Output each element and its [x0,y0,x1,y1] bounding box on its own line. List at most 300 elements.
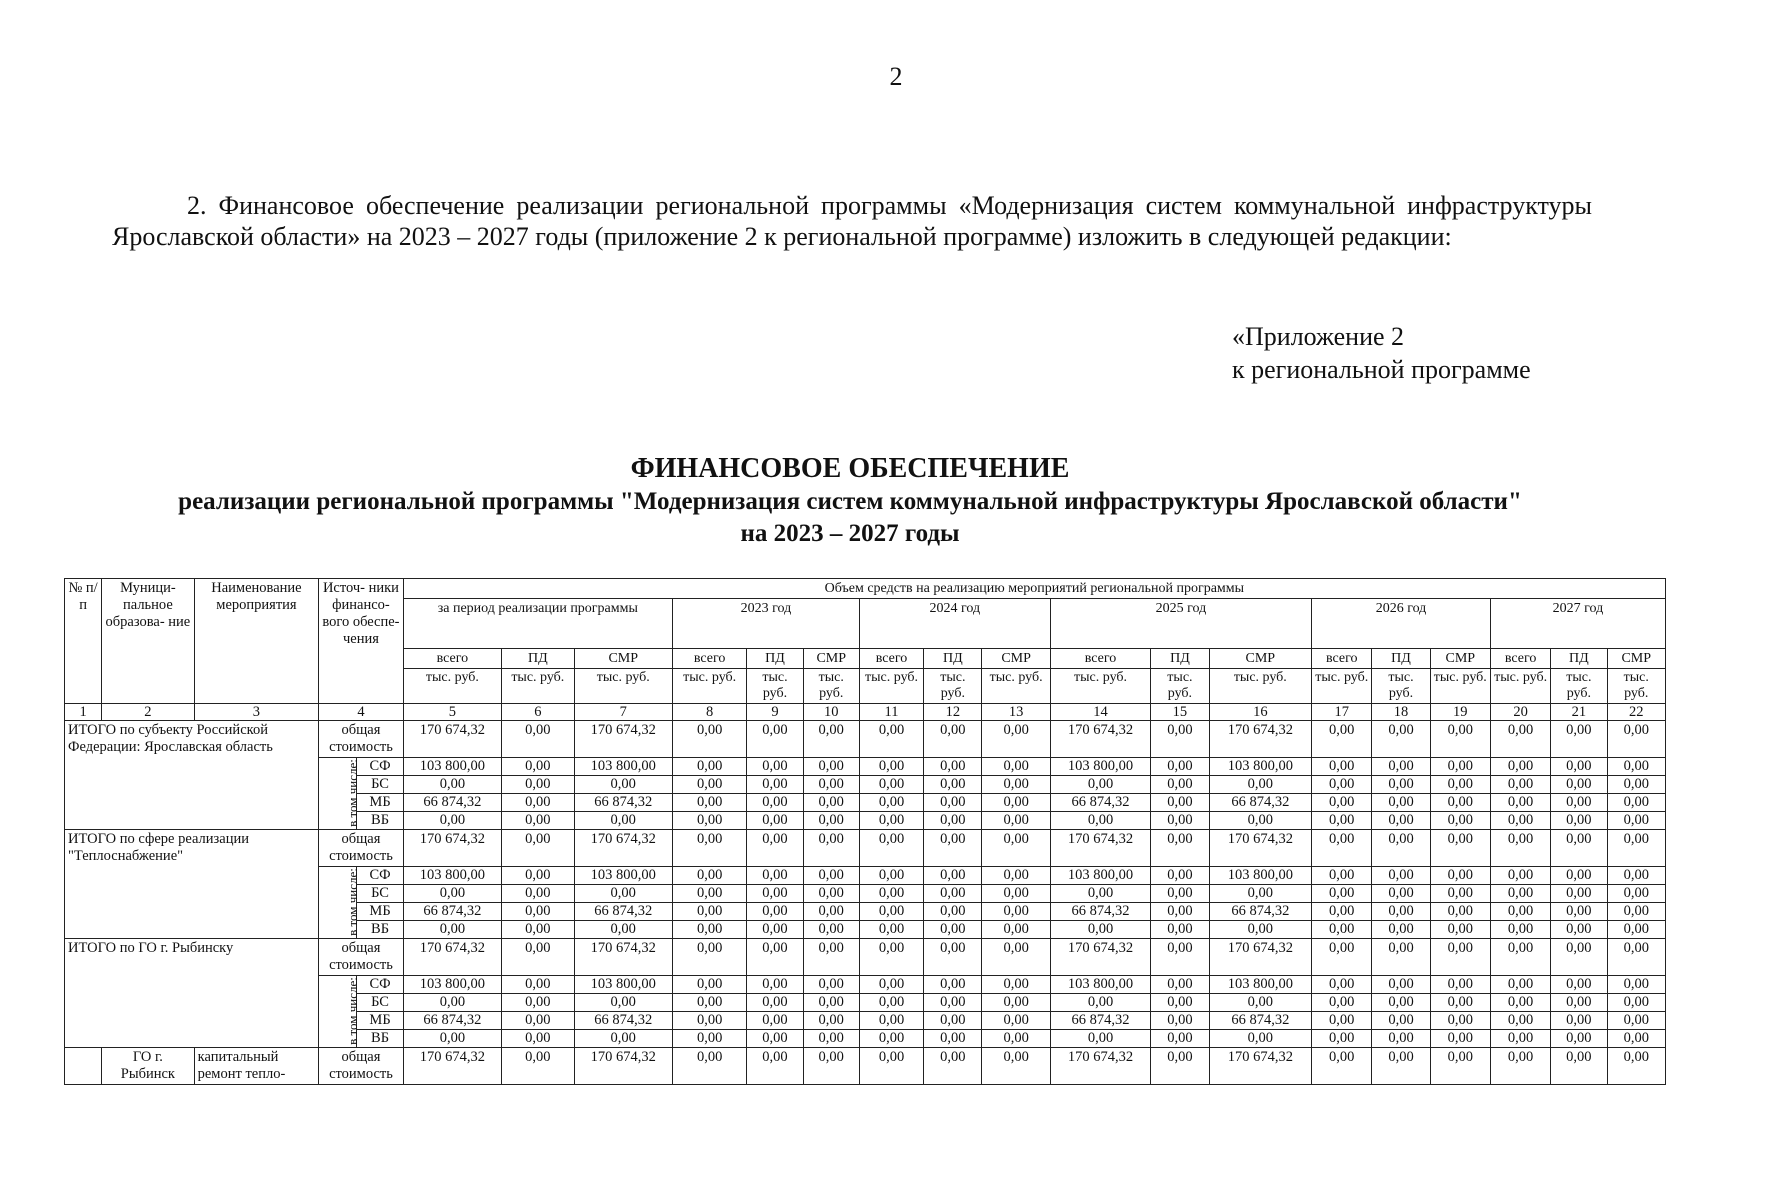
appendix-note [1232,320,1531,386]
group-label: ИТОГО по сфере реализации "Теплоснабжение" [65,830,319,939]
value-cell: 0,00 [403,776,501,794]
value-cell: 0,00 [1607,812,1666,830]
value-cell: 0,00 [1490,903,1550,921]
value-cell: 0,00 [1430,867,1490,885]
value-cell: 0,00 [803,939,859,976]
value-cell: 0,00 [672,1030,746,1048]
value-cell: 0,00 [859,1048,923,1085]
column-index-row [65,704,1666,721]
header-unit: тыс. руб. [1607,669,1666,704]
value-cell: 0,00 [924,1012,982,1030]
table-row [65,939,1666,976]
value-cell: 0,00 [1050,921,1150,939]
value-cell: 0,00 [803,1012,859,1030]
value-cell: 170 674,32 [1209,939,1312,976]
value-cell: 170 674,32 [403,721,501,758]
value-cell: 0,00 [924,1048,982,1085]
value-cell: 0,00 [982,939,1050,976]
value-cell: 0,00 [1372,776,1430,794]
source-label: общая стоимость [319,721,403,758]
in-total-text: в том числе: [345,759,361,827]
column-index: 5 [403,704,501,721]
value-cell: 0,00 [1490,994,1550,1012]
header-sub-pd: ПД [502,649,574,669]
value-cell: 0,00 [1372,867,1430,885]
row-num [65,1048,102,1085]
value-cell: 103 800,00 [403,758,501,776]
value-cell: 0,00 [747,867,803,885]
value-cell: 0,00 [1607,758,1666,776]
column-index: 21 [1551,704,1607,721]
value-cell: 0,00 [1209,1030,1312,1048]
value-cell: 0,00 [1151,812,1209,830]
header-sub-total: всего [1312,649,1372,669]
value-cell: 0,00 [803,976,859,994]
header-sub-total: всего [1490,649,1550,669]
value-cell: 0,00 [502,830,574,867]
value-cell: 0,00 [1430,812,1490,830]
table-body [65,579,1666,1085]
value-cell: 0,00 [672,812,746,830]
value-cell: 0,00 [924,812,982,830]
value-cell: 0,00 [1151,885,1209,903]
value-cell: 0,00 [574,994,672,1012]
value-cell: 0,00 [859,794,923,812]
value-cell: 0,00 [747,976,803,994]
header-sub-pd: ПД [747,649,803,669]
value-cell: 0,00 [403,812,501,830]
value-cell: 0,00 [924,976,982,994]
value-cell: 0,00 [1372,794,1430,812]
appendix-line-1: «Приложение 2 [1232,322,1405,351]
value-cell: 0,00 [747,994,803,1012]
value-cell: 0,00 [1312,867,1372,885]
header-unit: тыс. руб. [574,669,672,704]
value-cell: 0,00 [672,1012,746,1030]
value-cell: 0,00 [1490,1012,1550,1030]
value-cell: 0,00 [502,1048,574,1085]
column-index: 14 [1050,704,1150,721]
header-unit: тыс. руб. [403,669,501,704]
value-cell: 0,00 [924,867,982,885]
value-cell: 0,00 [1372,721,1430,758]
value-cell: 0,00 [982,1048,1050,1085]
table-row [65,1048,1666,1085]
value-cell: 0,00 [502,758,574,776]
value-cell: 0,00 [1551,939,1607,976]
value-cell: 0,00 [1551,721,1607,758]
intro-text: 2. Финансовое обеспечение реализации региональной программы «Модернизация систем коммунальной инфраструктуры Ярославской области» на 2023 – 2027 годы (приложение 2 к региональной программе) изложить в следующей редакции: [112,191,1592,251]
value-cell: 0,00 [924,794,982,812]
value-cell: 0,00 [924,830,982,867]
value-cell: 0,00 [1372,1012,1430,1030]
value-cell: 0,00 [1312,812,1372,830]
header-period-total: за период реализации программы [403,599,672,649]
value-cell: 0,00 [1607,1030,1666,1048]
in-total-label [319,758,361,830]
value-cell: 0,00 [403,921,501,939]
header-year-2025: 2025 год [1050,599,1311,649]
value-cell: 0,00 [982,758,1050,776]
value-cell: 0,00 [1551,776,1607,794]
value-cell: 0,00 [1151,1048,1209,1085]
value-cell: 0,00 [672,1048,746,1085]
value-cell: 0,00 [1151,903,1209,921]
value-cell: 0,00 [1490,721,1550,758]
value-cell: 0,00 [859,867,923,885]
value-cell: 0,00 [1490,1048,1550,1085]
value-cell: 66 874,32 [1050,1012,1150,1030]
source-label: общая стоимость [319,830,403,867]
value-cell: 66 874,32 [574,903,672,921]
value-cell: 0,00 [502,903,574,921]
value-cell: 0,00 [1551,867,1607,885]
value-cell: 0,00 [1607,830,1666,867]
value-cell: 0,00 [1607,994,1666,1012]
value-cell: 0,00 [502,939,574,976]
column-index: 17 [1312,704,1372,721]
value-cell: 0,00 [574,885,672,903]
value-cell: 0,00 [1312,939,1372,976]
value-cell: 0,00 [1607,867,1666,885]
header-unit: тыс. руб. [1050,669,1150,704]
value-cell: 0,00 [982,1012,1050,1030]
value-cell: 0,00 [1430,776,1490,794]
value-cell: 0,00 [1430,885,1490,903]
column-index: 8 [672,704,746,721]
intro-paragraph [112,190,1592,252]
value-cell: 0,00 [747,939,803,976]
value-cell: 0,00 [1490,939,1550,976]
value-cell: 0,00 [982,867,1050,885]
column-index: 4 [319,704,403,721]
value-cell: 0,00 [982,794,1050,812]
value-cell: 0,00 [1209,885,1312,903]
value-cell: 0,00 [1490,758,1550,776]
source-label: СФ [357,758,403,776]
value-cell: 0,00 [1430,794,1490,812]
value-cell: 103 800,00 [1209,867,1312,885]
source-label: общая стоимость [319,1048,403,1085]
value-cell: 0,00 [672,776,746,794]
value-cell: 0,00 [982,812,1050,830]
header-year-2024: 2024 год [859,599,1050,649]
value-cell: 0,00 [859,921,923,939]
header-unit: тыс. руб. [803,669,859,704]
value-cell: 0,00 [1551,794,1607,812]
value-cell: 0,00 [803,830,859,867]
in-total-text: в том числе: [345,868,361,936]
value-cell: 0,00 [747,1048,803,1085]
value-cell: 0,00 [672,921,746,939]
value-cell: 170 674,32 [1209,830,1312,867]
value-cell: 0,00 [672,830,746,867]
value-cell: 66 874,32 [1050,794,1150,812]
header-measure: Наименование мероприятия [194,579,319,704]
header-sub-smr: СМР [1209,649,1312,669]
value-cell: 170 674,32 [574,721,672,758]
column-index: 2 [102,704,194,721]
column-index: 20 [1490,704,1550,721]
value-cell: 0,00 [1312,794,1372,812]
value-cell: 0,00 [982,885,1050,903]
value-cell: 0,00 [1607,1048,1666,1085]
value-cell: 0,00 [859,812,923,830]
value-cell: 0,00 [803,994,859,1012]
source-label: СФ [357,976,403,994]
value-cell: 0,00 [1050,1030,1150,1048]
value-cell: 0,00 [1050,776,1150,794]
value-cell: 0,00 [502,1012,574,1030]
value-cell: 0,00 [982,776,1050,794]
value-cell: 0,00 [1209,776,1312,794]
table-row [65,830,1666,867]
header-unit: тыс. руб. [982,669,1050,704]
source-label: ВБ [357,921,403,939]
value-cell: 0,00 [747,1030,803,1048]
value-cell: 170 674,32 [1050,939,1150,976]
header-sub-total: всего [403,649,501,669]
header-year-2023: 2023 год [672,599,859,649]
value-cell: 0,00 [1607,939,1666,976]
value-cell: 0,00 [1430,903,1490,921]
value-cell: 0,00 [1050,812,1150,830]
value-cell: 66 874,32 [1209,794,1312,812]
value-cell: 0,00 [1490,921,1550,939]
value-cell: 0,00 [574,776,672,794]
source-label: ВБ [357,812,403,830]
value-cell: 0,00 [502,867,574,885]
source-label: МБ [357,1012,403,1030]
value-cell: 0,00 [803,1048,859,1085]
value-cell: 0,00 [803,867,859,885]
value-cell: 0,00 [747,794,803,812]
column-index: 15 [1151,704,1209,721]
header-sub-total: всего [672,649,746,669]
value-cell: 0,00 [1551,812,1607,830]
value-cell: 0,00 [1551,903,1607,921]
value-cell: 0,00 [859,758,923,776]
column-index: 18 [1372,704,1430,721]
value-cell: 0,00 [747,903,803,921]
header-sub-smr: СМР [574,649,672,669]
column-index: 13 [982,704,1050,721]
value-cell: 0,00 [1607,721,1666,758]
column-index: 16 [1209,704,1312,721]
value-cell: 0,00 [859,1030,923,1048]
value-cell: 0,00 [747,812,803,830]
header-source: Источ- ники финансо- вого обеспе- чения [319,579,403,704]
value-cell: 0,00 [1372,830,1430,867]
value-cell: 0,00 [1312,758,1372,776]
value-cell: 0,00 [1312,721,1372,758]
value-cell: 170 674,32 [1050,830,1150,867]
header-sub-smr: СМР [982,649,1050,669]
value-cell: 0,00 [924,776,982,794]
value-cell: 0,00 [747,1012,803,1030]
value-cell: 170 674,32 [403,939,501,976]
column-index: 3 [194,704,319,721]
value-cell: 103 800,00 [1050,758,1150,776]
column-index: 19 [1430,704,1490,721]
value-cell: 0,00 [1151,867,1209,885]
value-cell: 0,00 [924,994,982,1012]
header-year-2026: 2026 год [1312,599,1491,649]
value-cell: 0,00 [1372,903,1430,921]
value-cell: 0,00 [803,776,859,794]
header-unit: тыс. руб. [1151,669,1209,704]
header-volume: Объем средств на реализацию мероприятий региональной программы [403,579,1665,599]
header-sub-smr: СМР [1430,649,1490,669]
row-measure: капитальный ремонт тепло- [194,1048,319,1085]
value-cell: 0,00 [574,812,672,830]
value-cell: 170 674,32 [403,830,501,867]
column-index: 9 [747,704,803,721]
value-cell: 0,00 [1151,1012,1209,1030]
value-cell: 0,00 [1551,758,1607,776]
value-cell: 0,00 [1151,758,1209,776]
value-cell: 0,00 [924,758,982,776]
header-unit: тыс. руб. [859,669,923,704]
header-sub-total: всего [859,649,923,669]
value-cell: 0,00 [672,758,746,776]
value-cell: 0,00 [1372,885,1430,903]
column-index: 6 [502,704,574,721]
value-cell: 0,00 [803,921,859,939]
value-cell: 0,00 [1607,921,1666,939]
value-cell: 0,00 [1430,758,1490,776]
in-total-label [319,867,361,939]
value-cell: 66 874,32 [1209,1012,1312,1030]
value-cell: 66 874,32 [1209,903,1312,921]
value-cell: 0,00 [1372,1048,1430,1085]
value-cell: 0,00 [1050,885,1150,903]
value-cell: 0,00 [859,830,923,867]
value-cell: 103 800,00 [1209,976,1312,994]
value-cell: 0,00 [982,976,1050,994]
column-index: 10 [803,704,859,721]
value-cell: 103 800,00 [1050,867,1150,885]
value-cell: 0,00 [982,994,1050,1012]
value-cell: 0,00 [1151,721,1209,758]
header-num: № п/п [65,579,102,704]
column-index: 11 [859,704,923,721]
value-cell: 0,00 [1372,812,1430,830]
value-cell: 0,00 [502,1030,574,1048]
source-label: ВБ [357,1030,403,1048]
header-sub-pd: ПД [1151,649,1209,669]
column-index: 1 [65,704,102,721]
value-cell: 0,00 [803,885,859,903]
value-cell: 0,00 [1607,903,1666,921]
value-cell: 0,00 [982,1030,1050,1048]
value-cell: 0,00 [859,976,923,994]
value-cell: 0,00 [1430,1048,1490,1085]
header-unit: тыс. руб. [1551,669,1607,704]
value-cell: 0,00 [747,830,803,867]
header-sub-pd: ПД [1551,649,1607,669]
value-cell: 0,00 [859,939,923,976]
value-cell: 0,00 [803,794,859,812]
title-line-3: на 2023 – 2027 годы [740,520,960,547]
value-cell: 0,00 [803,758,859,776]
value-cell: 0,00 [1312,903,1372,921]
header-sub-pd: ПД [1372,649,1430,669]
value-cell: 0,00 [672,794,746,812]
value-cell: 0,00 [672,721,746,758]
value-cell: 0,00 [1372,921,1430,939]
value-cell: 0,00 [1490,812,1550,830]
value-cell: 0,00 [1372,758,1430,776]
value-cell: 170 674,32 [1050,721,1150,758]
value-cell: 0,00 [1430,1012,1490,1030]
header-unit: тыс. руб. [1209,669,1312,704]
value-cell: 0,00 [1607,794,1666,812]
value-cell: 0,00 [982,721,1050,758]
header-unit: тыс. руб. [1430,669,1490,704]
value-cell: 0,00 [672,885,746,903]
value-cell: 0,00 [1151,1030,1209,1048]
value-cell: 66 874,32 [403,794,501,812]
value-cell: 0,00 [747,721,803,758]
value-cell: 0,00 [672,867,746,885]
value-cell: 66 874,32 [1050,903,1150,921]
value-cell: 0,00 [1312,1048,1372,1085]
value-cell: 170 674,32 [574,1048,672,1085]
value-cell: 103 800,00 [574,867,672,885]
value-cell: 0,00 [1551,976,1607,994]
value-cell: 170 674,32 [1209,1048,1312,1085]
value-cell: 0,00 [502,885,574,903]
row-municipality: ГО г. Рыбинск [102,1048,194,1085]
value-cell: 0,00 [803,1030,859,1048]
value-cell: 0,00 [1490,776,1550,794]
value-cell: 0,00 [1490,1030,1550,1048]
header-unit: тыс. руб. [1490,669,1550,704]
value-cell: 0,00 [924,939,982,976]
value-cell: 0,00 [1312,885,1372,903]
value-cell: 0,00 [747,776,803,794]
value-cell: 0,00 [574,1030,672,1048]
value-cell: 0,00 [924,921,982,939]
header-unit: тыс. руб. [502,669,574,704]
value-cell: 0,00 [672,976,746,994]
header-unit: тыс. руб. [747,669,803,704]
value-cell: 0,00 [1209,921,1312,939]
value-cell: 0,00 [1430,1030,1490,1048]
header-year-2027: 2027 год [1490,599,1665,649]
source-label: общая стоимость [319,939,403,976]
value-cell: 0,00 [924,721,982,758]
value-cell: 0,00 [1430,994,1490,1012]
value-cell: 0,00 [924,903,982,921]
value-cell: 170 674,32 [574,939,672,976]
value-cell: 0,00 [502,721,574,758]
document-title [60,452,1640,550]
value-cell: 0,00 [803,721,859,758]
value-cell: 0,00 [747,758,803,776]
value-cell: 0,00 [1151,830,1209,867]
value-cell: 0,00 [803,812,859,830]
value-cell: 0,00 [1607,885,1666,903]
column-index: 12 [924,704,982,721]
value-cell: 66 874,32 [574,794,672,812]
value-cell: 170 674,32 [1050,1048,1150,1085]
table-row [65,721,1666,758]
value-cell: 0,00 [502,921,574,939]
value-cell: 170 674,32 [1209,721,1312,758]
header-row-1 [65,579,1666,599]
